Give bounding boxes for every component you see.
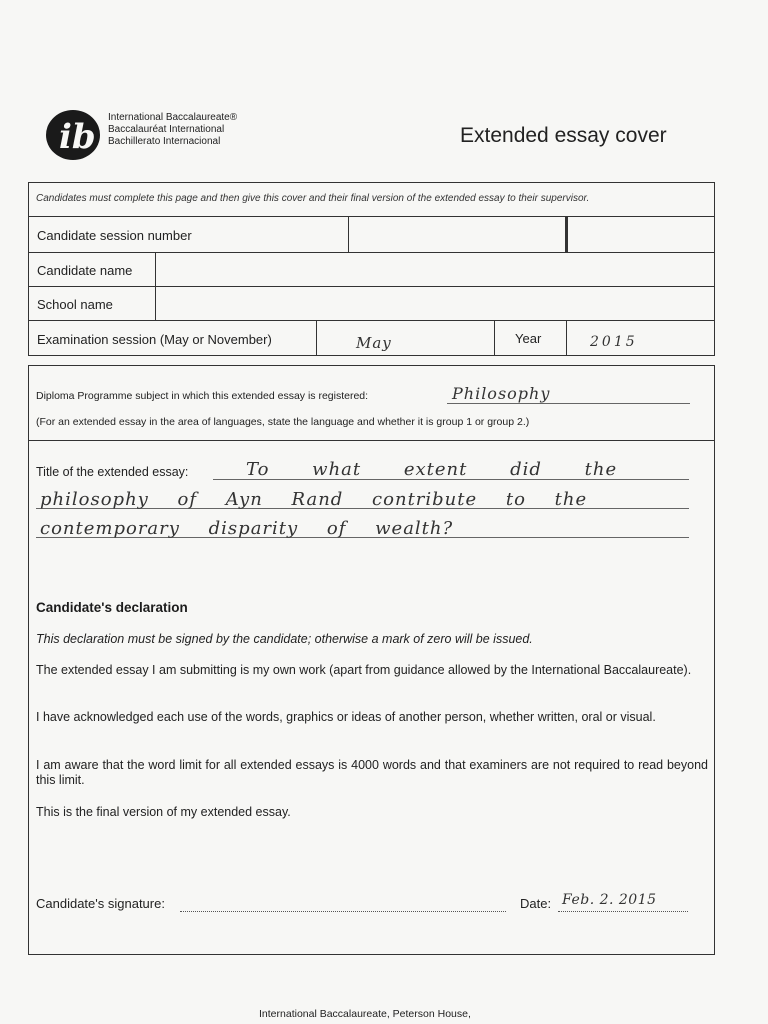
declaration-p1: The extended essay I am submitting is my own work (apart from guidance allowed by the International Baccalaureate). <box>36 663 692 677</box>
divider <box>28 440 715 441</box>
org-name-es: Bachillerato Internacional <box>108 136 221 147</box>
subject-value[interactable]: Philosophy <box>452 384 551 403</box>
divider <box>28 286 715 287</box>
divider <box>155 286 156 320</box>
session-number-field-2[interactable] <box>570 218 712 250</box>
divider <box>566 320 567 356</box>
org-name-fr: Baccalauréat International <box>108 124 225 135</box>
divider <box>28 252 715 253</box>
divider <box>316 320 317 356</box>
signature-field[interactable] <box>180 891 506 912</box>
subject-note: (For an extended essay in the area of languages, state the language and whether it is group 1 or group 2.) <box>36 416 530 428</box>
session-number-field[interactable] <box>350 218 563 250</box>
date-value[interactable]: Feb. 2. 2015 <box>562 892 657 908</box>
declaration-p3: I am aware that the word limit for all extended essays is 4000 words and that examiners are not required to read beyond this limit. <box>36 758 708 787</box>
exam-session-label: Examination session (May or November) <box>37 332 272 347</box>
divider <box>28 216 715 217</box>
signature-label: Candidate's signature: <box>36 896 165 911</box>
divider <box>565 216 568 252</box>
divider <box>494 320 495 356</box>
essay-title-line-1[interactable]: To what extent did the <box>246 459 618 480</box>
ib-logo <box>46 110 100 160</box>
declaration-note: This declaration must be signed by the candidate; otherwise a mark of zero will be issued. <box>36 632 533 646</box>
essay-details-box <box>28 365 715 955</box>
footer-address: International Baccalaureate, Peterson House, <box>259 1008 471 1020</box>
divider <box>348 216 349 252</box>
essay-title-line-2[interactable]: philosophy of Ayn Rand contribute to the <box>40 489 588 510</box>
session-number-label: Candidate session number <box>37 228 192 243</box>
year-label: Year <box>515 331 542 346</box>
subject-label: Diploma Programme subject in which this extended essay is registered: <box>36 390 369 402</box>
svg-text:ib: ib <box>59 117 96 157</box>
page-title: Extended essay cover <box>460 124 667 147</box>
essay-title-line-3[interactable]: contemporary disparity of wealth? <box>40 518 454 539</box>
school-name-field[interactable] <box>158 288 712 318</box>
school-name-label: School name <box>37 297 113 312</box>
divider <box>28 320 715 321</box>
declaration-p2: I have acknowledged each use of the words, graphics or ideas of another person, whether written, oral or visual. <box>36 710 656 724</box>
year-value[interactable]: 2015 <box>590 334 638 350</box>
divider <box>155 252 156 286</box>
subject-underline <box>447 403 690 404</box>
essay-title-label: Title of the extended essay: <box>36 465 189 479</box>
exam-session-value[interactable]: May <box>356 334 392 352</box>
candidate-name-field[interactable] <box>158 254 712 284</box>
organization-name <box>108 112 237 148</box>
candidate-name-label: Candidate name <box>37 263 133 278</box>
date-label: Date: <box>520 896 552 911</box>
declaration-heading: Candidate's declaration <box>36 600 188 615</box>
org-name-en: International Baccalaureate® <box>108 112 238 123</box>
instruction-text: Candidates must complete this page and then give this cover and their final version of the extended essay to their supervisor. <box>36 193 590 204</box>
declaration-p4: This is the final version of my extended essay. <box>36 805 291 819</box>
